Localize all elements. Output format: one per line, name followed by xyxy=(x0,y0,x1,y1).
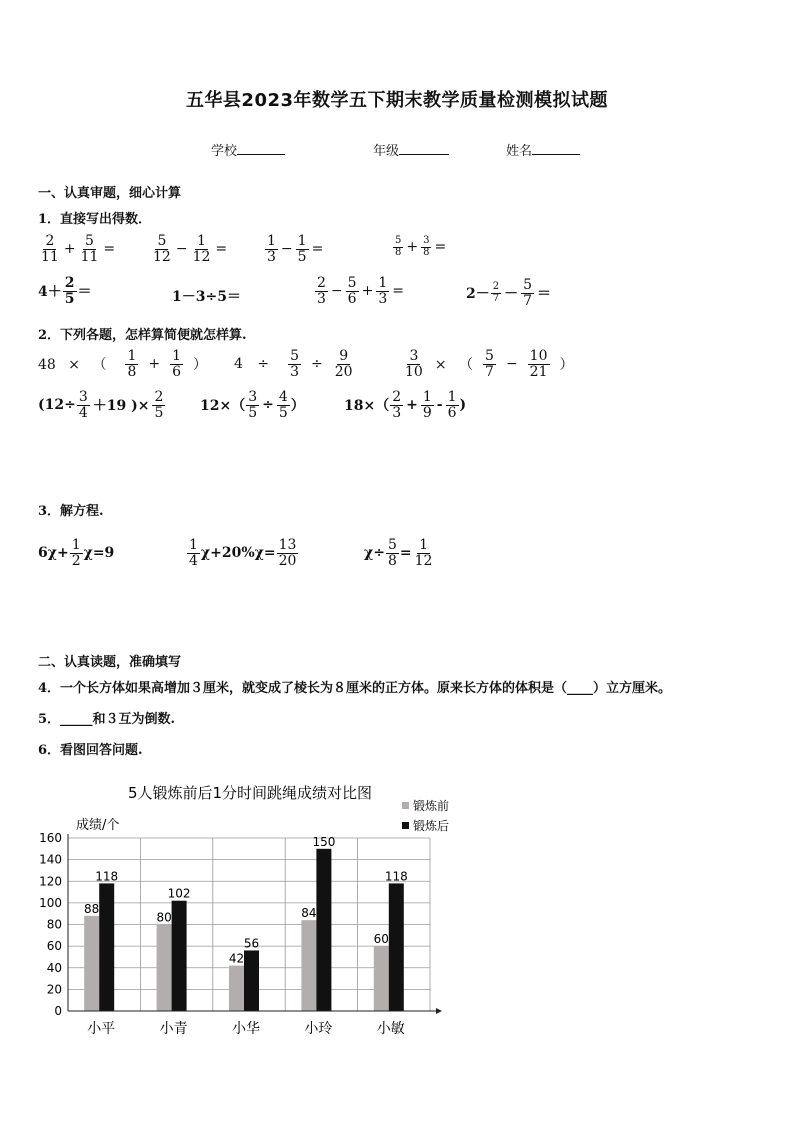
x-tick-label: 小青 xyxy=(159,1021,188,1037)
bar-before xyxy=(84,916,99,1011)
question-2: 2．下列各题，怎样算简便就怎样算. xyxy=(38,328,247,343)
chart-title: 5人锻炼前后1分时间跳绳成绩对比图 xyxy=(127,784,373,802)
data-label: 56 xyxy=(243,936,260,951)
section-1-heading: 一、认真审题，细心计算 xyxy=(38,186,182,201)
bar-after xyxy=(316,849,331,1011)
q1-expr-1: $\frac{2}{11}$ + $\frac{5}{11}$ = xyxy=(41,233,116,265)
y-tick-label: 80 xyxy=(46,917,62,932)
x-tick-label: 小敏 xyxy=(376,1021,405,1037)
question-6: 6．看图回答问题. xyxy=(38,743,143,758)
q1-expr-5: 4＋ $\frac{2}{5}$ ＝ xyxy=(38,275,92,307)
data-label: 88 xyxy=(84,901,100,916)
data-label: 150 xyxy=(312,834,336,849)
q2-expr-5: 12×（ $\frac{3}{5}$ ÷ $\frac{4}{5}$ ） xyxy=(200,389,305,421)
q3-expr-2: $\frac{1}{4}$ χ+20%χ= $\frac{13}{20}$ xyxy=(189,537,297,569)
x-tick-label: 小玲 xyxy=(304,1021,333,1037)
section-2-heading: 二、认真读题，准确填写 xyxy=(38,655,182,670)
question-5: 5．_____和３互为倒数. xyxy=(38,712,176,727)
q3-expr-3: χ÷ $\frac{5}{8}$ = $\frac{1}{12}$ xyxy=(364,537,433,569)
q1-expr-6: 1－3÷5＝ xyxy=(172,289,241,305)
grade-label: 年级 xyxy=(373,144,400,159)
name-label: 姓名 xyxy=(506,144,533,159)
bar-chart xyxy=(30,778,460,1043)
bar-after xyxy=(99,883,114,1011)
y-tick-label: 20 xyxy=(46,982,62,997)
data-label: 118 xyxy=(384,869,408,884)
q2-expr-2: 4 ÷ $\frac{5}{3}$ ÷ $\frac{9}{20}$ xyxy=(234,348,353,380)
legend-swatch xyxy=(402,822,409,829)
chart-ylabel: 成绩/个 xyxy=(76,818,120,833)
bar-before xyxy=(229,966,244,1011)
legend-label: 锻炼前 xyxy=(413,799,450,813)
q2-expr-3: $\frac{3}{10}$ × （ $\frac{5}{7}$ − $\frac{10}{21}$ ） xyxy=(405,348,574,380)
y-tick-label: 60 xyxy=(46,939,62,954)
data-label: 80 xyxy=(156,910,172,925)
bar-before xyxy=(301,920,316,1011)
q2-expr-1: 48 × （ $\frac{1}{8}$ + $\frac{1}{6}$ ） xyxy=(38,348,208,380)
y-tick-label: 160 xyxy=(39,831,62,845)
y-tick-label: 0 xyxy=(54,1004,62,1018)
bar-before xyxy=(157,925,172,1012)
school-field xyxy=(211,140,285,159)
y-tick-label: 140 xyxy=(39,852,62,867)
legend-label: 锻炼后 xyxy=(413,819,450,833)
x-tick-label: 小平 xyxy=(87,1021,116,1037)
q1-expr-8: 2－ $\frac{2}{7}$ － $\frac{5}{7}$ ＝ xyxy=(466,277,552,309)
data-label: 60 xyxy=(373,932,389,947)
chart-svg xyxy=(30,778,460,1043)
q2-expr-4: (12÷ $\frac{3}{4}$ ＋19 )× $\frac{2}{5}$ xyxy=(38,389,164,421)
bar-after xyxy=(389,883,404,1011)
data-label: 84 xyxy=(301,906,317,921)
question-3: 3．解方程. xyxy=(38,504,104,519)
bar-after xyxy=(172,901,187,1011)
grade-field xyxy=(373,140,449,159)
legend-swatch xyxy=(402,802,409,809)
q3-expr-1: 6χ+ $\frac{1}{2}$ χ=9 xyxy=(38,537,115,569)
data-label: 102 xyxy=(167,886,191,901)
bar-after xyxy=(244,950,259,1011)
y-tick-label: 120 xyxy=(39,874,62,889)
name-field xyxy=(506,140,580,159)
y-tick-label: 40 xyxy=(46,960,62,975)
page-title: 五华县2023年数学五下期末教学质量检测模拟试题 xyxy=(185,90,609,111)
bar-before xyxy=(374,946,389,1011)
q1-expr-7: $\frac{2}{3}$ − $\frac{5}{6}$ + $\frac{1}{3}$ = xyxy=(317,275,404,307)
x-axis-arrow xyxy=(436,1008,442,1014)
y-tick-label: 100 xyxy=(39,895,62,910)
q1-expr-2: $\frac{5}{12}$ − $\frac{1}{12}$ = xyxy=(153,233,228,265)
school-label: 学校 xyxy=(211,144,238,159)
q2-expr-6: 18×（ $\frac{2}{3}$ + $\frac{1}{9}$ - $\frac{1}{6}$ ) xyxy=(344,389,467,421)
question-4: 4．一个长方体如果高增加３厘米，就变成了棱长为８厘米的正方体。原来长方体的体积是（____）立方厘米。 xyxy=(38,681,672,696)
q1-expr-3: $\frac{1}{3}$ − $\frac{1}{5}$ = xyxy=(267,233,324,265)
question-1: 1．直接写出得数． xyxy=(38,212,152,227)
x-tick-label: 小华 xyxy=(232,1021,260,1037)
data-label: 42 xyxy=(228,951,245,966)
data-label: 118 xyxy=(95,869,119,884)
q1-expr-4: $\frac{5}{8}$ + $\frac{3}{8}$ = xyxy=(395,235,447,258)
